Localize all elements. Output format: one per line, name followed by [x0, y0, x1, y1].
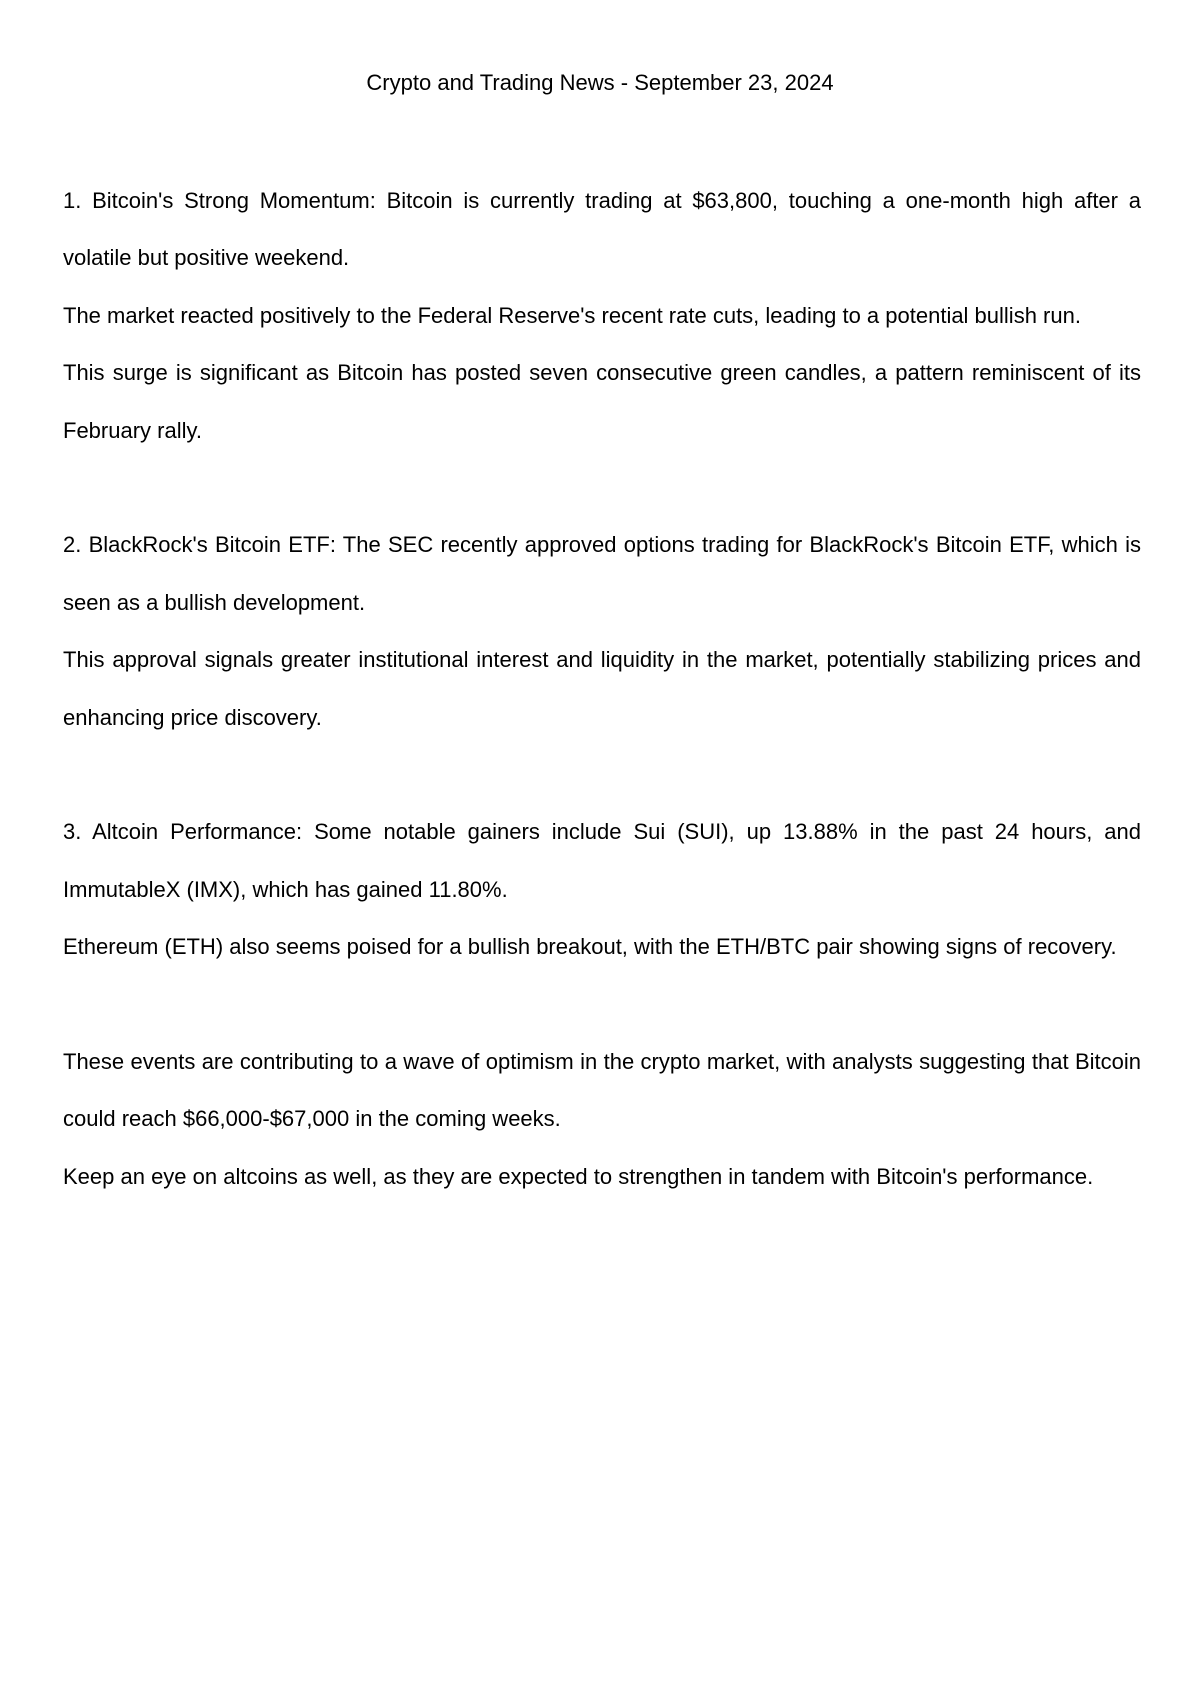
section-altcoin-performance [63, 803, 1141, 975]
paragraph: 1. Bitcoin's Strong Momentum: Bitcoin is currently trading at $63,800, touching a one-month high after a volatile but positive weekend. [63, 188, 1141, 271]
paragraph: This approval signals greater institutional interest and liquidity in the market, potentially stabilizing prices and enhancing price discovery. [63, 647, 1141, 730]
paragraph: 3. Altcoin Performance: Some notable gainers include Sui (SUI), up 13.88% in the past 24 hours, and ImmutableX (IMX), which has gained 11.80%. [63, 819, 1141, 902]
paragraph: Keep an eye on altcoins as well, as they are expected to strengthen in tandem with Bitcoin's performance. [63, 1163, 1094, 1189]
paragraph: Ethereum (ETH) also seems poised for a bullish breakout, with the ETH/BTC pair showing signs of recovery. [63, 934, 1117, 960]
section-spacer [63, 459, 1141, 516]
section-summary [63, 1033, 1141, 1205]
paragraph: The market reacted positively to the Federal Reserve's recent rate cuts, leading to a potential bullish run. [63, 302, 1081, 328]
section-spacer [63, 746, 1141, 803]
section-blackrock-etf [63, 516, 1141, 746]
section-bitcoin-momentum [63, 172, 1141, 459]
paragraph: This surge is significant as Bitcoin has posted seven consecutive green candles, a pattern reminiscent of its February rally. [63, 360, 1141, 443]
document-title: Crypto and Trading News - September 23, 2024 [366, 70, 834, 95]
paragraph: These events are contributing to a wave of optimism in the crypto market, with analysts suggesting that Bitcoin could reach $66,000-$67,000 in the coming weeks. [63, 1049, 1141, 1132]
section-spacer [63, 976, 1141, 1033]
document-body [63, 172, 1141, 1205]
paragraph: 2. BlackRock's Bitcoin ETF: The SEC recently approved options trading for BlackRock's Bitcoin ETF, which is seen as a bullish development. [63, 532, 1141, 615]
